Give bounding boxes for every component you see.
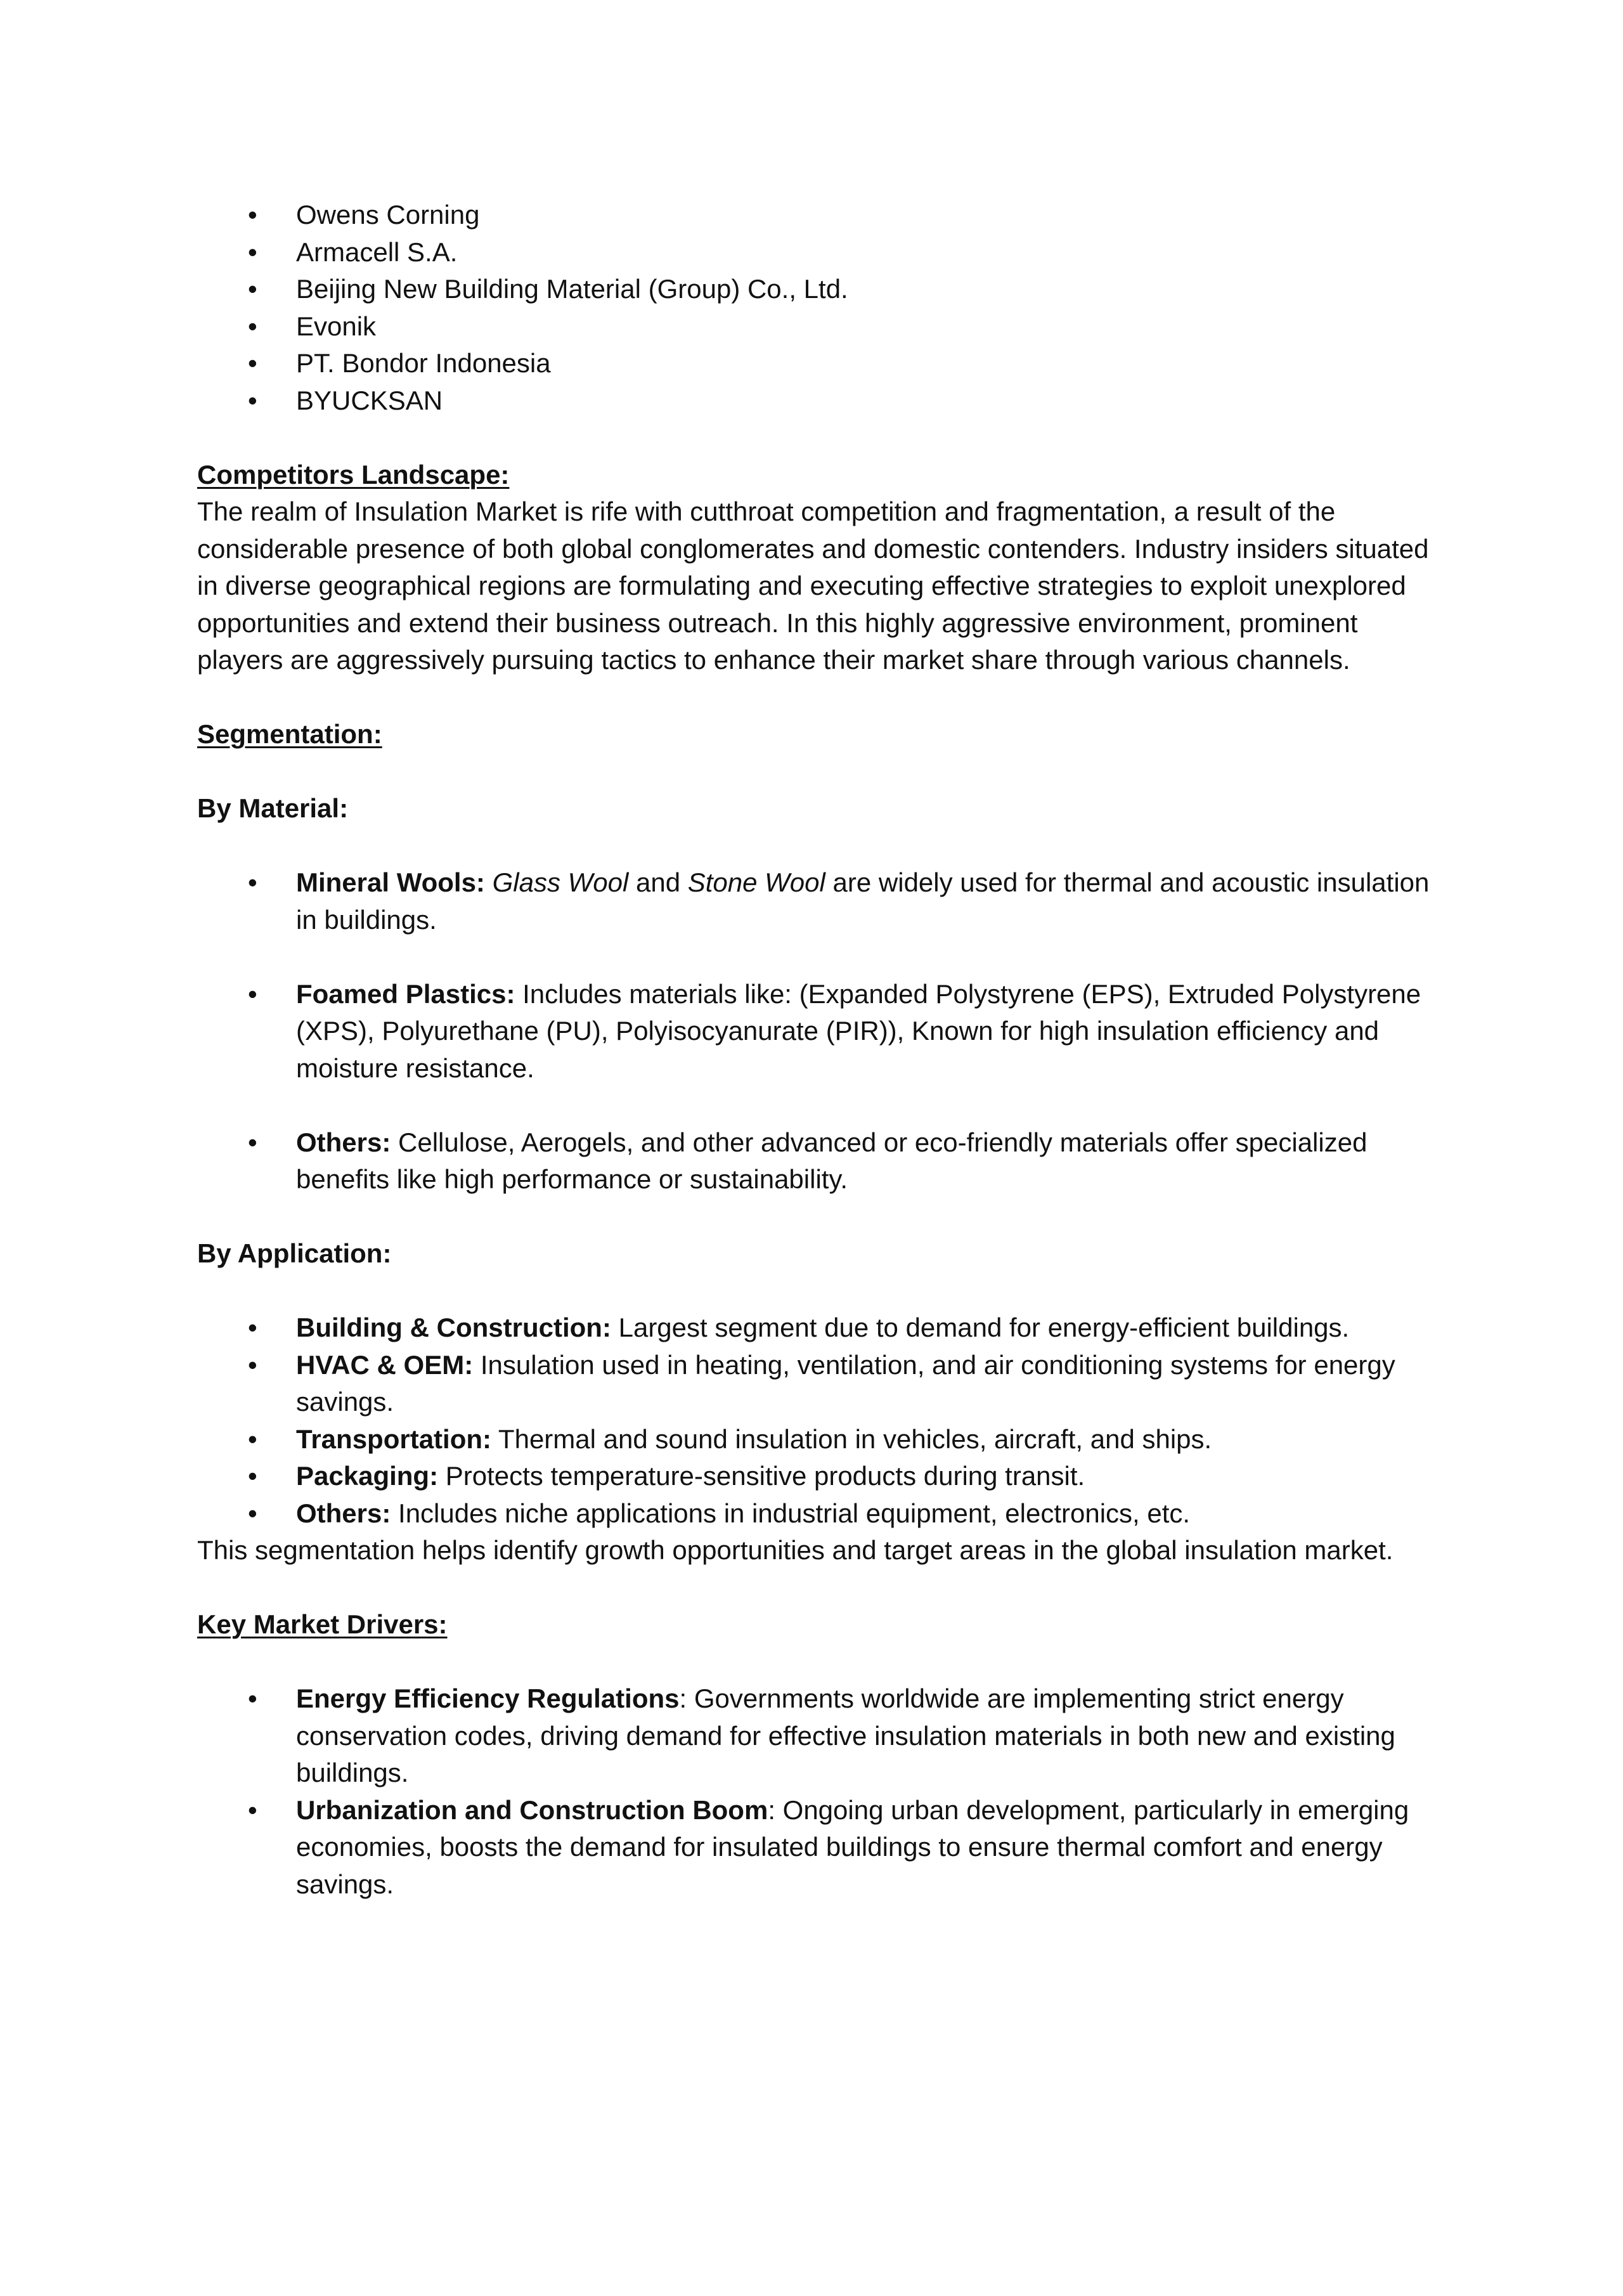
list-item xyxy=(197,308,1440,346)
drivers-heading: Key Market Drivers: xyxy=(197,1609,448,1639)
segmentation-heading: Segmentation: xyxy=(197,719,382,749)
list-item xyxy=(197,1347,1440,1421)
company-list xyxy=(197,197,1440,419)
list-item xyxy=(197,234,1440,271)
company-name: PT. Bondor Indonesia xyxy=(296,348,551,378)
company-name: Owens Corning xyxy=(296,200,480,230)
item-text: : Governments worldwide are implementing strict energy conservation codes, driving demand for effective insulation materials in both new and existing buildings. xyxy=(296,1683,1395,1787)
competitors-paragraph: The realm of Insulation Market is rife with cutthroat competition and fragmentation, a result of the considerable presence of both global conglomerates and domestic contenders. Industry insiders situated in diverse geographical regions are formulating and executing effective strategies to exploit unexplored opportunities and extend their business outreach. In this highly aggressive environment, prominent players are aggressively pursuing tactics to enhance their market share through various channels. xyxy=(197,496,1429,675)
list-item xyxy=(197,197,1440,234)
material-list xyxy=(197,864,1440,1198)
item-italic: Stone Wool xyxy=(687,867,825,897)
list-item xyxy=(197,1792,1440,1904)
list-item xyxy=(197,1421,1440,1458)
item-label: Urbanization and Construction Boom xyxy=(296,1794,768,1825)
company-name: Beijing New Building Material (Group) Co., Ltd. xyxy=(296,274,848,304)
list-item xyxy=(197,976,1440,1087)
item-label: Others: xyxy=(296,1127,391,1157)
competitors-heading: Competitors Landscape: xyxy=(197,459,510,490)
list-item xyxy=(197,1495,1440,1533)
list-item xyxy=(197,864,1440,938)
item-text: Includes materials like: (Expanded Polystyrene (EPS), Extruded Polystyrene (XPS), Polyurethane (PU), Polyisocyanurate (PIR)), Known for high insulation efficiency and moisture resistance. xyxy=(296,978,1421,1083)
list-item xyxy=(197,271,1440,308)
item-label: Energy Efficiency Regulations xyxy=(296,1683,680,1713)
item-label: Foamed Plastics: xyxy=(296,978,515,1009)
item-label: Transportation: xyxy=(296,1424,492,1454)
segmentation-summary: This segmentation helps identify growth opportunities and target areas in the global insulation market. xyxy=(197,1535,1393,1565)
item-text: Largest segment due to demand for energy-efficient buildings. xyxy=(611,1313,1350,1342)
by-application-heading: By Application: xyxy=(197,1238,392,1268)
item-label: Mineral Wools: xyxy=(296,867,485,897)
item-text: Thermal and sound insulation in vehicles, aircraft, and ships. xyxy=(491,1424,1212,1454)
company-name: BYUCKSAN xyxy=(296,385,443,415)
by-material-heading: By Material: xyxy=(197,793,349,823)
item-text: Includes niche applications in industrial equipment, electronics, etc. xyxy=(391,1498,1191,1528)
item-label: HVAC & OEM: xyxy=(296,1349,474,1380)
document-page xyxy=(197,197,1440,1903)
item-label: Others: xyxy=(296,1498,391,1528)
item-label: Packaging: xyxy=(296,1461,439,1491)
company-name: Armacell S.A. xyxy=(296,237,458,267)
item-text: : Ongoing urban development, particularly in emerging economies, boosts the demand for insulated buildings to ensure thermal comfort and energy savings. xyxy=(296,1794,1409,1899)
company-name: Evonik xyxy=(296,311,377,341)
item-text: Protects temperature-sensitive products during transit. xyxy=(438,1461,1085,1491)
drivers-list xyxy=(197,1680,1440,1903)
item-italic: Glass Wool xyxy=(492,867,629,897)
application-list xyxy=(197,1309,1440,1532)
list-item xyxy=(197,345,1440,382)
list-item xyxy=(197,1458,1440,1495)
item-text: are widely used for thermal and acoustic insulation in buildings. xyxy=(296,867,1430,935)
list-item xyxy=(197,1680,1440,1792)
item-text: Cellulose, Aerogels, and other advanced or eco-friendly materials offer specialized benefits like high performance or sustainability. xyxy=(296,1127,1368,1194)
list-item xyxy=(197,382,1440,420)
list-item xyxy=(197,1309,1440,1347)
item-text: Insulation used in heating, ventilation, and air conditioning systems for energy savings. xyxy=(296,1349,1395,1417)
list-item xyxy=(197,1124,1440,1198)
item-label: Building & Construction: xyxy=(296,1313,611,1342)
item-text: and xyxy=(628,867,688,897)
